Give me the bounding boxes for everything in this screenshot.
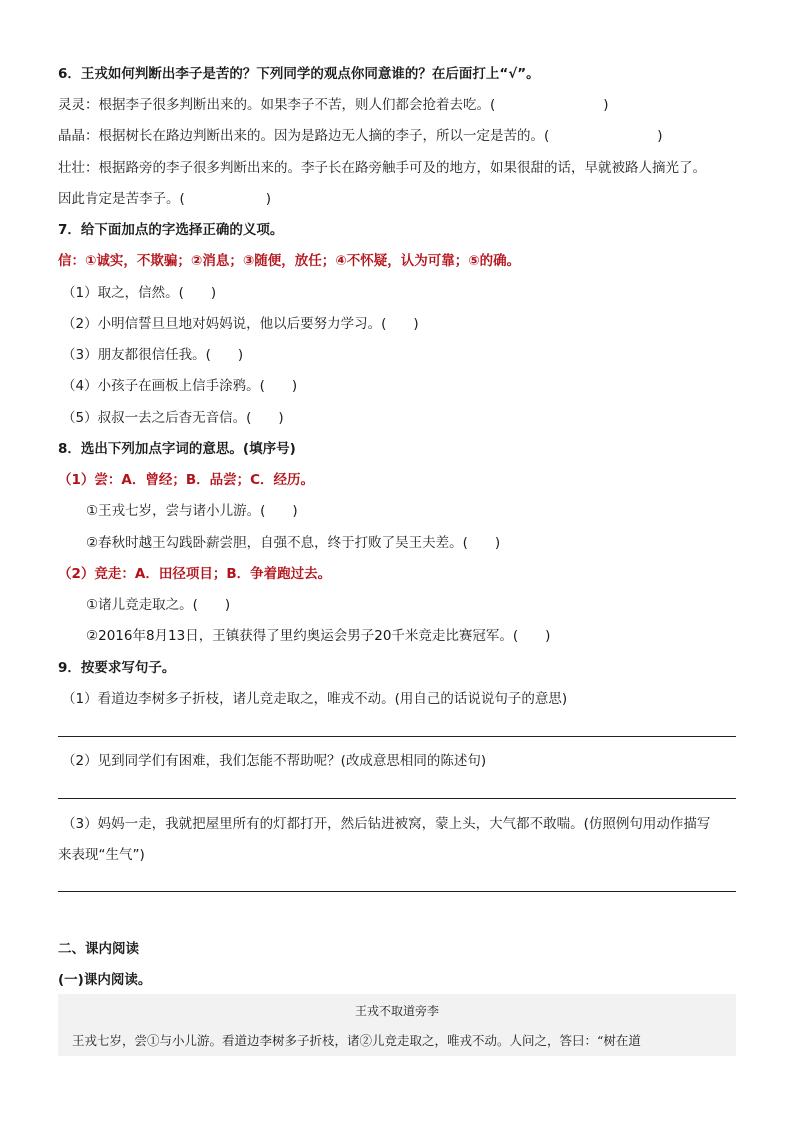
q7-item-3: （3）朋友都很信任我。( )	[62, 347, 244, 363]
q9-item-1: （1）看道边李树多子折枝，诸儿竞走取之，唯戎不动。(用自己的话说说句子的意思)	[62, 691, 568, 707]
q7-item-4: （4）小孩子在画板上信手涂鸦。( )	[62, 378, 298, 394]
q8-sentence-1a: ①王戎七岁，尝与诸小儿游。( )	[86, 503, 298, 519]
q7-item-5: （5）叔叔一去之后杳无音信。( )	[62, 410, 284, 426]
answer-line-1[interactable]	[58, 736, 736, 737]
q8-sentence-1b: ②春秋时越王勾践卧薪尝胆，自强不息，终于打败了吴王夫差。( )	[86, 535, 501, 551]
passage-text: 王戎七岁，尝①与小儿游。看道边李树多子折枝，诸②儿竞走取之，唯戎不动。人问之，答曰：“树在道	[72, 1033, 641, 1048]
q8-definition-jingzou: （2）竞走：A．田径项目；B．争着跑过去。	[58, 566, 332, 582]
q9-item-3: （3）妈妈一走，我就把屋里所有的灯都打开，然后钻进被窝，蒙上头，大气都不敢喘。(仿照例句用动作描写	[62, 816, 711, 832]
q7-item-2: （2）小明信誓旦旦地对妈妈说，他以后要努力学习。( )	[62, 316, 419, 332]
section-title: 二、课内阅读	[58, 941, 139, 957]
q8-sentence-2b: ②2016年8月13日，王镇获得了里约奥运会男子20千米竞走比赛冠军。( )	[86, 628, 551, 644]
q6-option-lingling: 灵灵：根据李子很多判断出来的。如果李子不苦，则人们都会抢着去吃。( )	[58, 97, 609, 113]
q6-title: 6．王戎如何判断出李子是苦的？下列同学的观点你同意谁的？在后面打上“√”。	[58, 66, 540, 82]
q9-item-2: （2）见到同学们有困难，我们怎能不帮助呢？(改成意思相同的陈述句)	[62, 753, 487, 769]
q8-title: 8．选出下列加点字词的意思。(填序号)	[58, 441, 296, 457]
q8-definition-chang: （1）尝：A．曾经；B．品尝；C．经历。	[58, 472, 315, 488]
q7-title: 7．给下面加点的字选择正确的义项。	[58, 222, 284, 238]
q6-option-zhuangzhuang: 壮壮：根据路旁的李子很多判断出来的。李子长在路旁触手可及的地方，如果很甜的话，早就被路人摘光了。	[58, 160, 706, 176]
q9-title: 9．按要求写句子。	[58, 660, 176, 676]
q8-sentence-2a: ①诸儿竞走取之。( )	[86, 597, 231, 613]
q9-item-3-cont: 来表现“生气”)	[58, 847, 145, 863]
q7-item-1: （1）取之，信然。( )	[62, 285, 217, 301]
passage-box	[58, 994, 736, 1056]
answer-line-2[interactable]	[58, 798, 736, 799]
q6-option-zhuangzhuang-cont: 因此肯定是苦李子。( )	[58, 191, 272, 207]
answer-line-3[interactable]	[58, 891, 736, 892]
q6-option-jingjing: 晶晶：根据树长在路边判断出来的。因为是路边无人摘的李子，所以一定是苦的。( )	[58, 128, 663, 144]
passage-title: 王戎不取道旁李	[354, 1004, 439, 1018]
subsection-title: (一)课内阅读。	[58, 972, 152, 988]
q7-definitions: 信：①诚实，不欺骗；②消息；③随便，放任；④不怀疑，认为可靠；⑤的确。	[58, 253, 521, 269]
